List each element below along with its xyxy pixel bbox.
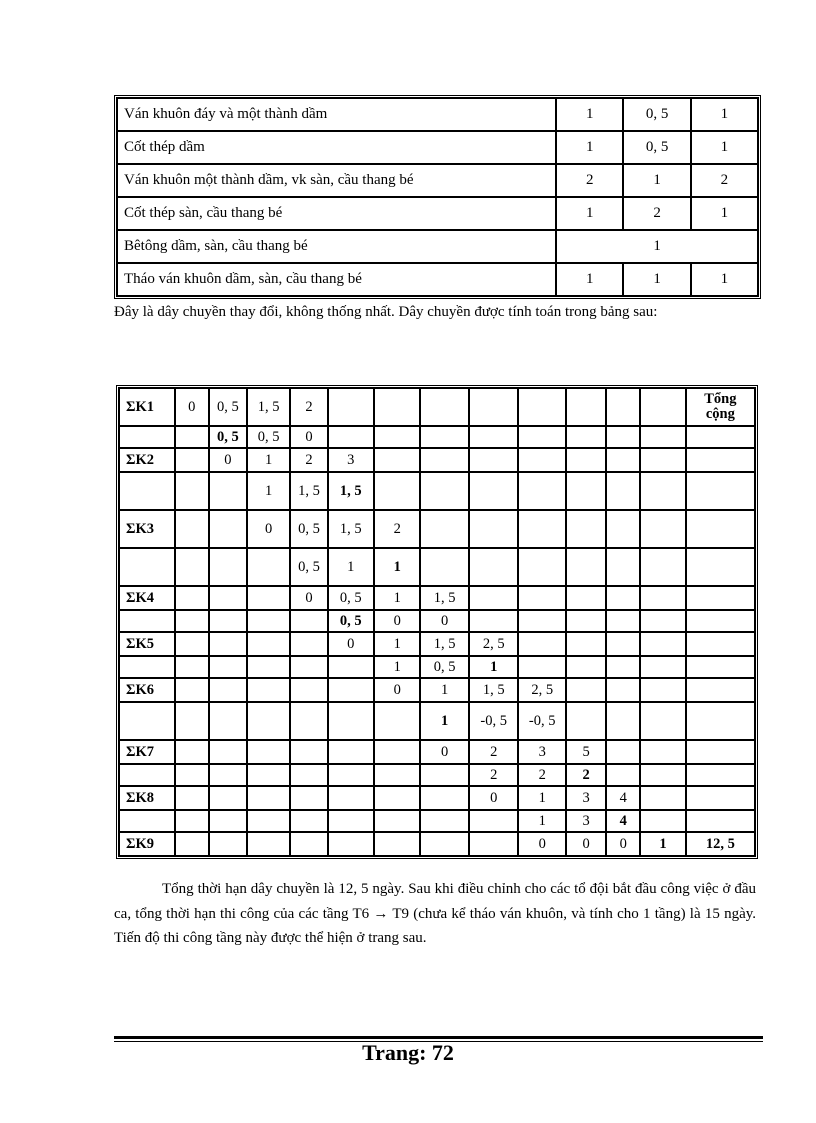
matrix-cell: [328, 678, 374, 702]
matrix-cell: [420, 832, 469, 856]
matrix-cell: 2: [469, 764, 519, 786]
matrix-row: [119, 448, 755, 472]
matrix-cell: 1: [420, 678, 469, 702]
matrix-row: [119, 388, 755, 426]
task-table: [114, 95, 761, 299]
matrix-cell: [606, 472, 640, 510]
matrix-cell: [469, 610, 519, 632]
matrix-cell: [290, 678, 327, 702]
matrix-cell: [640, 426, 685, 448]
matrix-cell: 2: [374, 510, 420, 548]
matrix-cell: [247, 586, 290, 610]
matrix-cell: 1, 5: [247, 388, 290, 426]
matrix-cell: [640, 786, 685, 810]
matrix-cell: 1: [640, 832, 685, 856]
task-row: [117, 98, 758, 131]
matrix-cell: 3: [566, 786, 606, 810]
matrix-cell: [518, 610, 565, 632]
matrix-cell: 4: [606, 810, 640, 832]
matrix-row: [119, 678, 755, 702]
matrix-cell: -0, 5: [518, 702, 565, 740]
matrix-cell: [328, 388, 374, 426]
matrix-cell: [518, 472, 565, 510]
matrix-cell: 2: [290, 448, 327, 472]
matrix-cell: 1: [374, 632, 420, 656]
matrix-cell: [518, 656, 565, 678]
matrix-row: [119, 764, 755, 786]
matrix-cell: [606, 678, 640, 702]
matrix-cell: [209, 702, 247, 740]
matrix-row-label: [119, 548, 175, 586]
task-value: 1: [556, 98, 623, 131]
matrix-cell: [686, 656, 755, 678]
matrix-cell: [518, 548, 565, 586]
matrix-cell: [247, 810, 290, 832]
matrix-cell: 0, 5: [247, 426, 290, 448]
matrix-cell: 1, 5: [290, 472, 327, 510]
matrix-table-body: [119, 388, 755, 856]
matrix-cell: [175, 786, 209, 810]
matrix-cell: [566, 548, 606, 586]
matrix-cell: 12, 5: [686, 832, 755, 856]
matrix-row-label: ΣK6: [119, 678, 175, 702]
matrix-cell: [686, 678, 755, 702]
matrix-cell: [686, 810, 755, 832]
matrix-cell: [518, 632, 565, 656]
matrix-cell: [374, 810, 420, 832]
matrix-cell: 0: [566, 832, 606, 856]
matrix-cell: [290, 832, 327, 856]
matrix-cell: 0: [290, 426, 327, 448]
matrix-cell: 1: [247, 448, 290, 472]
paragraph-summary: Tổng thời hạn dây chuyền là 12, 5 ngày. Sau khi điều chỉnh cho các tổ đội bắt đầu công việc ở đầu ca, tổng thời hạn thi công của các tầng T6 → T9 (chưa kể tháo ván khuôn, và tính cho 1 tầng) là 15 ngày. Tiến độ thi công tầng này được thể hiện ở trang sau.: [114, 881, 756, 946]
matrix-cell: [566, 678, 606, 702]
matrix-cell: [640, 764, 685, 786]
matrix-cell: 0: [175, 388, 209, 426]
matrix-cell: 4: [606, 786, 640, 810]
task-name: Bêtông dầm, sàn, cầu thang bé: [117, 230, 556, 263]
matrix-cell: 2, 5: [469, 632, 519, 656]
matrix-cell: [328, 764, 374, 786]
matrix-cell: [640, 510, 685, 548]
matrix-cell: [374, 764, 420, 786]
matrix-cell: 2: [566, 764, 606, 786]
matrix-cell: 2: [518, 764, 565, 786]
matrix-cell: 1, 5: [420, 586, 469, 610]
matrix-cell: [175, 678, 209, 702]
matrix-cell: [209, 472, 247, 510]
matrix-cell: [247, 656, 290, 678]
matrix-cell: [566, 610, 606, 632]
matrix-cell: [686, 472, 755, 510]
matrix-cell: 0: [518, 832, 565, 856]
task-value: 1: [556, 197, 623, 230]
matrix-cell: 1: [374, 586, 420, 610]
matrix-cell: [290, 810, 327, 832]
matrix-row-label: [119, 764, 175, 786]
matrix-cell: [209, 786, 247, 810]
matrix-cell: 0, 5: [290, 510, 327, 548]
matrix-cell: [469, 426, 519, 448]
task-value: 1: [623, 164, 690, 197]
matrix-cell: [566, 510, 606, 548]
matrix-cell: [606, 702, 640, 740]
matrix-cell: 0, 5: [328, 586, 374, 610]
matrix-cell: [209, 610, 247, 632]
matrix-cell: [290, 740, 327, 764]
matrix-row: [119, 632, 755, 656]
matrix-cell: 1: [374, 656, 420, 678]
matrix-cell: [247, 632, 290, 656]
page-number: Trang: 72: [362, 1040, 454, 1065]
matrix-row: [119, 656, 755, 678]
matrix-cell: [566, 426, 606, 448]
matrix-row-label: [119, 472, 175, 510]
matrix-cell: 0: [328, 632, 374, 656]
matrix-cell: [290, 702, 327, 740]
matrix-row-label: [119, 702, 175, 740]
task-value: 2: [623, 197, 690, 230]
task-name: Tháo ván khuôn dầm, sàn, cầu thang bé: [117, 263, 556, 296]
matrix-cell: [175, 548, 209, 586]
paragraph-intro: Đây là dây chuyền thay đổi, không thống nhất. Dây chuyền được tính toán trong bảng sau:: [114, 304, 658, 320]
task-row: [117, 263, 758, 296]
matrix-cell: [606, 448, 640, 472]
matrix-cell: [469, 586, 519, 610]
task-name: Ván khuôn đáy và một thành dầm: [117, 98, 556, 131]
matrix-cell: [209, 632, 247, 656]
matrix-cell: [566, 388, 606, 426]
matrix-cell: [640, 810, 685, 832]
task-value: 1: [623, 263, 690, 296]
matrix-cell: [469, 832, 519, 856]
matrix-row: [119, 740, 755, 764]
matrix-cell: [420, 426, 469, 448]
matrix-cell: [290, 610, 327, 632]
matrix-cell: [606, 740, 640, 764]
matrix-cell: [328, 786, 374, 810]
matrix-cell: [640, 740, 685, 764]
matrix-cell: [606, 656, 640, 678]
matrix-cell: [518, 388, 565, 426]
matrix-cell: 0, 5: [290, 548, 327, 586]
matrix-cell: 1, 5: [469, 678, 519, 702]
matrix-cell: [290, 786, 327, 810]
matrix-cell: [566, 702, 606, 740]
matrix-cell: [247, 610, 290, 632]
matrix-cell: [175, 472, 209, 510]
matrix-cell: [175, 832, 209, 856]
matrix-row-label: [119, 656, 175, 678]
matrix-cell: [247, 678, 290, 702]
matrix-cell: 0: [290, 586, 327, 610]
matrix-cell: [566, 448, 606, 472]
task-row: [117, 164, 758, 197]
matrix-cell: [209, 656, 247, 678]
matrix-cell: [175, 632, 209, 656]
matrix-cell: [374, 448, 420, 472]
matrix-cell: [606, 632, 640, 656]
matrix-cell: [247, 786, 290, 810]
matrix-cell: [420, 786, 469, 810]
matrix-cell: 0: [247, 510, 290, 548]
matrix-cell: [209, 678, 247, 702]
matrix-cell: 0: [374, 678, 420, 702]
matrix-cell: [606, 388, 640, 426]
matrix-cell: 0, 5: [420, 656, 469, 678]
matrix-cell: [290, 656, 327, 678]
matrix-cell: [686, 740, 755, 764]
matrix-cell: [209, 810, 247, 832]
matrix-cell: [686, 426, 755, 448]
matrix-cell: [420, 548, 469, 586]
matrix-cell: [686, 448, 755, 472]
matrix-cell: [374, 786, 420, 810]
matrix-cell: [606, 764, 640, 786]
matrix-cell: [209, 740, 247, 764]
matrix-cell: [247, 702, 290, 740]
matrix-cell: [175, 610, 209, 632]
matrix-row-label: ΣK5: [119, 632, 175, 656]
matrix-cell: [566, 472, 606, 510]
matrix-cell: [566, 586, 606, 610]
matrix-cell: [518, 426, 565, 448]
matrix-cell: [328, 832, 374, 856]
matrix-cell: [247, 832, 290, 856]
matrix-cell: 3: [566, 810, 606, 832]
task-value: 2: [691, 164, 758, 197]
matrix-cell: [686, 586, 755, 610]
matrix-row-label: ΣK7: [119, 740, 175, 764]
matrix-row: [119, 810, 755, 832]
matrix-cell: [420, 388, 469, 426]
matrix-cell: [640, 448, 685, 472]
matrix-row-label: ΣK1: [119, 388, 175, 426]
matrix-cell: 2: [290, 388, 327, 426]
matrix-cell: 1, 5: [328, 510, 374, 548]
matrix-cell: [469, 548, 519, 586]
matrix-cell: [209, 510, 247, 548]
task-value: 1: [691, 263, 758, 296]
matrix-cell: [374, 702, 420, 740]
matrix-cell: [420, 764, 469, 786]
matrix-cell: 1, 5: [420, 632, 469, 656]
task-row: [117, 230, 758, 263]
matrix-cell: [606, 426, 640, 448]
matrix-cell: [374, 740, 420, 764]
matrix-cell: 1: [247, 472, 290, 510]
matrix-cell: 1: [518, 786, 565, 810]
matrix-cell: 1: [518, 810, 565, 832]
matrix-row-label: ΣK8: [119, 786, 175, 810]
matrix-cell: [686, 632, 755, 656]
matrix-row-label: [119, 810, 175, 832]
matrix-cell: [640, 548, 685, 586]
matrix-cell: [686, 510, 755, 548]
matrix-row-label: ΣK9: [119, 832, 175, 856]
matrix-cell: [469, 510, 519, 548]
matrix-cell: 3: [518, 740, 565, 764]
task-value: 1: [556, 263, 623, 296]
task-value: 1: [691, 131, 758, 164]
matrix-cell: [686, 548, 755, 586]
matrix-cell: [640, 678, 685, 702]
matrix-cell: [328, 740, 374, 764]
matrix-cell: 1: [469, 656, 519, 678]
matrix-row: [119, 786, 755, 810]
matrix-cell: [469, 388, 519, 426]
task-value-merged: 1: [556, 230, 758, 263]
matrix-row: [119, 548, 755, 586]
matrix-cell: [175, 510, 209, 548]
matrix-row-label: [119, 426, 175, 448]
matrix-cell: [640, 472, 685, 510]
matrix-cell: 0: [606, 832, 640, 856]
matrix-cell: [640, 586, 685, 610]
matrix-cell: [420, 810, 469, 832]
matrix-cell: [374, 388, 420, 426]
matrix-cell: [566, 632, 606, 656]
matrix-cell: 2, 5: [518, 678, 565, 702]
task-value: 1: [556, 131, 623, 164]
matrix-cell: 0: [209, 448, 247, 472]
matrix-cell: [175, 448, 209, 472]
task-value: 0, 5: [623, 131, 690, 164]
matrix-row: [119, 426, 755, 448]
matrix-cell: [686, 764, 755, 786]
matrix-cell: [209, 548, 247, 586]
matrix-table: [116, 385, 758, 859]
matrix-cell: [606, 510, 640, 548]
matrix-cell: 0, 5: [328, 610, 374, 632]
task-value: 1: [691, 98, 758, 131]
matrix-cell: [518, 586, 565, 610]
matrix-cell: [420, 472, 469, 510]
matrix-cell: [290, 632, 327, 656]
matrix-cell: [290, 764, 327, 786]
matrix-row-label: ΣK2: [119, 448, 175, 472]
matrix-cell: [566, 656, 606, 678]
matrix-cell: 3: [328, 448, 374, 472]
matrix-cell: [469, 472, 519, 510]
matrix-cell: 2: [469, 740, 519, 764]
matrix-row: [119, 610, 755, 632]
matrix-cell: [640, 610, 685, 632]
matrix-cell: [175, 426, 209, 448]
matrix-cell: [686, 610, 755, 632]
task-name: Cốt thép dầm: [117, 131, 556, 164]
matrix-cell: [640, 388, 685, 426]
matrix-cell: [374, 832, 420, 856]
matrix-cell: [328, 810, 374, 832]
matrix-cell: [686, 786, 755, 810]
matrix-cell: [328, 426, 374, 448]
matrix-cell: [209, 586, 247, 610]
matrix-cell: [209, 832, 247, 856]
matrix-cell: [518, 448, 565, 472]
matrix-cell: [469, 810, 519, 832]
matrix-cell: [247, 548, 290, 586]
matrix-row-label: [119, 610, 175, 632]
task-name: Ván khuôn một thành dầm, vk sàn, cầu thang bé: [117, 164, 556, 197]
matrix-cell: [420, 510, 469, 548]
matrix-cell: [175, 656, 209, 678]
matrix-cell: [247, 740, 290, 764]
matrix-row: [119, 832, 755, 856]
matrix-cell: [175, 810, 209, 832]
footer-rule: [114, 1036, 763, 1039]
matrix-cell: [175, 586, 209, 610]
matrix-cell: 0: [374, 610, 420, 632]
matrix-cell: -0, 5: [469, 702, 519, 740]
matrix-cell: [640, 702, 685, 740]
matrix-cell: 1: [328, 548, 374, 586]
matrix-cell: [374, 426, 420, 448]
task-name: Cốt thép sàn, cầu thang bé: [117, 197, 556, 230]
matrix-cell: [686, 702, 755, 740]
matrix-cell: [247, 764, 290, 786]
matrix-cell: [328, 656, 374, 678]
task-value: 2: [556, 164, 623, 197]
matrix-row-label: ΣK3: [119, 510, 175, 548]
task-value: 1: [691, 197, 758, 230]
matrix-row: [119, 510, 755, 548]
matrix-cell: [469, 448, 519, 472]
task-table-body: [117, 98, 758, 296]
matrix-row: [119, 472, 755, 510]
matrix-row: [119, 702, 755, 740]
matrix-cell: 5: [566, 740, 606, 764]
matrix-cell: [606, 610, 640, 632]
matrix-cell: 1, 5: [328, 472, 374, 510]
task-row: [117, 131, 758, 164]
matrix-cell: [640, 656, 685, 678]
matrix-cell: 0, 5: [209, 388, 247, 426]
matrix-cell: 0: [420, 610, 469, 632]
matrix-cell: [606, 586, 640, 610]
matrix-cell: 0: [420, 740, 469, 764]
matrix-cell: 1: [374, 548, 420, 586]
matrix-cell: [328, 702, 374, 740]
matrix-cell: 0: [469, 786, 519, 810]
matrix-cell: [374, 472, 420, 510]
matrix-cell: [606, 548, 640, 586]
matrix-cell: [209, 764, 247, 786]
matrix-cell: 0, 5: [209, 426, 247, 448]
matrix-cell: [175, 702, 209, 740]
matrix-row-label: ΣK4: [119, 586, 175, 610]
matrix-total-header: Tổng cộng: [686, 388, 755, 426]
matrix-cell: [640, 632, 685, 656]
matrix-cell: [518, 510, 565, 548]
task-row: [117, 197, 758, 230]
task-value: 0, 5: [623, 98, 690, 131]
matrix-cell: [175, 764, 209, 786]
matrix-cell: [420, 448, 469, 472]
matrix-cell: 1: [420, 702, 469, 740]
matrix-cell: [175, 740, 209, 764]
matrix-row: [119, 586, 755, 610]
